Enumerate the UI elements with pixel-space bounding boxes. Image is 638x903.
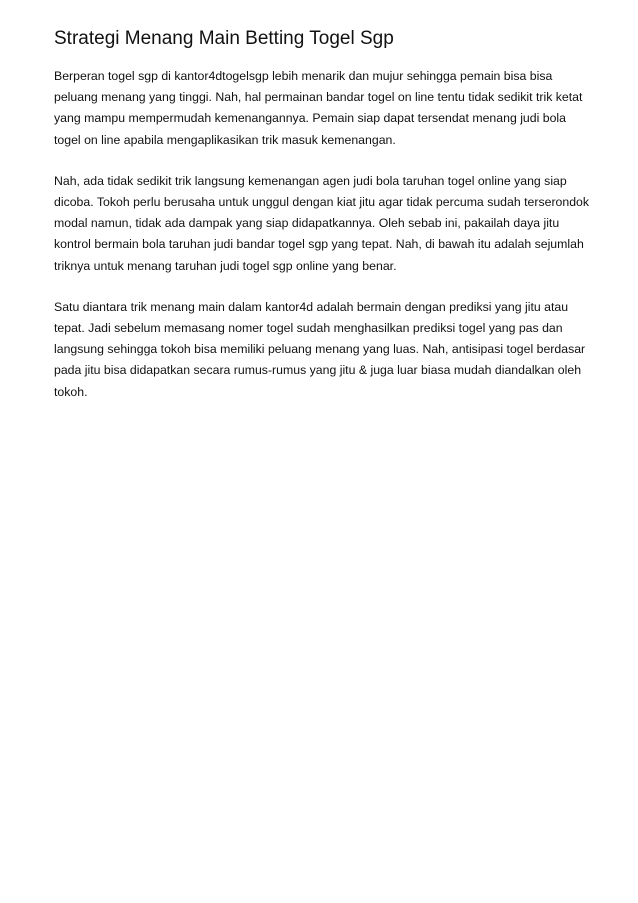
document-page [54,26,594,423]
document-title: Strategi Menang Main Betting Togel Sgp [54,28,394,49]
paragraph-3: Satu diantara trik menang main dalam kantor4d adalah bermain dengan prediksi yang jitu atau tepat. Jadi sebelum memasang nomer togel sudah menghasilkan prediksi togel yang pas dan langsung sehingga tokoh bisa memiliki peluang menang yang luas. Nah, antisipasi togel berdasar pada jitu bisa didapatkan secara rumus-rumus yang jitu & juga luar biasa mudah diandalkan oleh tokoh. [54,299,586,399]
paragraph-1: Berperan togel sgp di kantor4dtogelsgp lebih menarik dan mujur sehingga pemain bisa bisa peluang menang yang tinggi. Nah, hal permainan bandar togel on line tentu tidak sedikit trik ketat yang mampu mempermudah kemenangannya. Pemain siap dapat tersendat menang judi bola togel on line apabila mengaplikasikan trik masuk kemenangan. [54,69,583,147]
paragraph-2: Nah, ada tidak sedikit trik langsung kemenangan agen judi bola taruhan togel online yang siap dicoba. Tokoh perlu berusaha untuk unggul dengan kiat jitu agar tidak percuma sudah terserondok modal namun, tidak ada dampak yang siap didapatkannya. Oleh sebab ini, pakailah daya jitu kontrol bermain bola taruhan judi bandar togel sgp yang tepat. Nah, di bawah itu adalah sejumlah triknya untuk menang taruhan judi togel sgp online yang benar. [54,173,590,273]
